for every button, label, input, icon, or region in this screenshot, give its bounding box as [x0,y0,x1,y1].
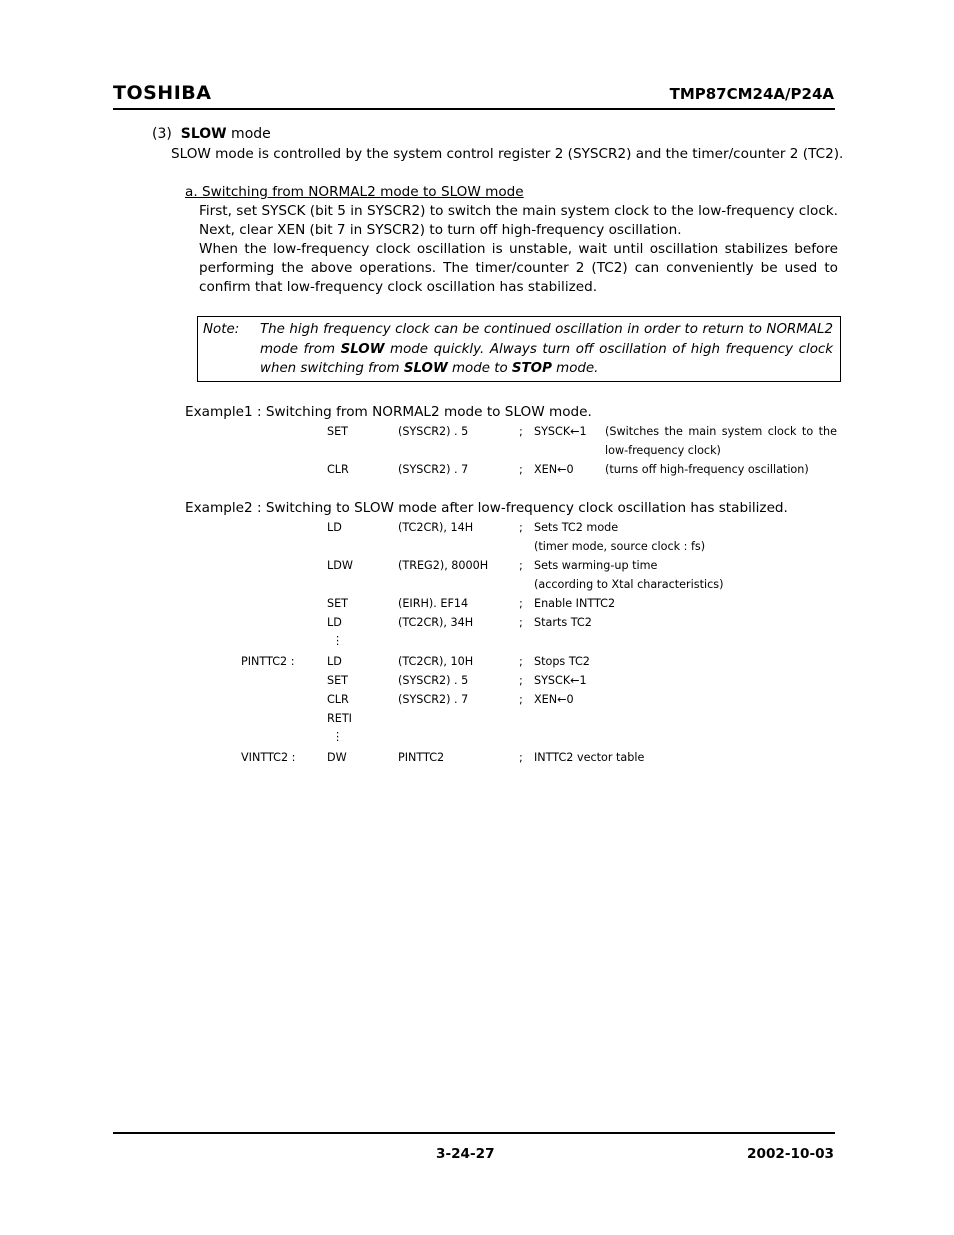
note-text: mode quickly. Always turn off oscillation of high frequency clock [384,342,833,357]
ex1-desc: low-frequency clock) [605,444,721,457]
note-line-2 [260,342,833,357]
subsection-line-3: When the low-frequency clock oscillation is unstable, wait until oscillation stabilizes before [199,241,838,257]
ex2-op: LD [327,655,342,668]
ex1-arg: (SYSCR2) . 5 [398,425,469,438]
subsection-line-2: Next, clear XEN (bit 7 in SYSCR2) to turn off high-frequency oscillation. [199,222,682,238]
ex2-semi: ; [519,616,523,629]
ex1-arg: (SYSCR2) . 7 [398,463,469,476]
section-title-rest: mode [226,126,271,142]
ex1-semi: ; [519,425,523,438]
ex2-op: LD [327,616,342,629]
note-label: Note: [203,322,240,337]
ex1-op: CLR [327,463,349,476]
document-date: 2002-10-03 [747,1146,834,1162]
ex2-semi: ; [519,521,523,534]
subsection-line-5: confirm that low-frequency clock oscillation has stabilized. [199,279,598,295]
page-number: 3-24-27 [436,1146,495,1162]
ex2-semi: ; [519,597,523,610]
ex2-op: RETI [327,712,352,725]
ex2-op: DW [327,751,347,764]
ex2-arg: PINTTC2 [398,751,445,764]
note-bold: STOP [511,361,552,376]
ex2-arg: (EIRH). EF14 [398,597,469,610]
ex1-semi: ; [519,463,523,476]
brand-logo: TOSHIBA [113,82,212,104]
ex1-cmt: SYSCK←1 [534,425,587,438]
ex2-op: SET [327,674,349,687]
ex2-op: LD [327,521,342,534]
note-text: mode to [447,361,512,376]
ex2-cmt: (timer mode, source clock : fs) [534,540,706,553]
ex1-op: SET [327,425,349,438]
ex2-semi: ; [519,693,523,706]
note-line-3 [260,361,598,376]
ex2-arg: (TREG2), 8000H [398,559,489,572]
ex2-op: LDW [327,559,353,572]
note-line-1: The high frequency clock can be continued oscillation in order to return to NORMAL2 [260,322,833,337]
ex2-op: CLR [327,693,349,706]
header-rule [113,108,835,110]
ex2-cmt: XEN←0 [534,693,574,706]
section-intro: SLOW mode is controlled by the system control register 2 (SYSCR2) and the timer/counter 2 (TC2). [171,146,844,162]
ex2-arg: (SYSCR2) . 5 [398,674,469,687]
subsection-title: a. Switching from NORMAL2 mode to SLOW mode [185,184,524,200]
ex2-ellipsis: ⋮ [332,730,344,743]
example2-title: Example2 : Switching to SLOW mode after low-frequency clock oscillation has stabilized. [185,500,788,516]
section-title-bold: SLOW [180,126,227,142]
ex2-label: PINTTC2 : [241,655,295,668]
ex2-semi: ; [519,559,523,572]
footer-rule [113,1132,835,1134]
ex2-arg: (TC2CR), 14H [398,521,474,534]
ex1-desc: (turns off high-frequency oscillation) [605,463,809,476]
ex2-op: SET [327,597,349,610]
note-bold: SLOW [403,361,448,376]
ex2-label: VINTTC2 : [241,751,296,764]
subsection-line-1: First, set SYSCK (bit 5 in SYSCR2) to switch the main system clock to the low-frequency clock. [199,203,838,219]
example1-title: Example1 : Switching from NORMAL2 mode to SLOW mode. [185,404,592,420]
note-bold: SLOW [340,342,385,357]
ex2-semi: ; [519,674,523,687]
ex1-cmt: XEN←0 [534,463,574,476]
section-heading [152,126,271,142]
ex2-arg: (TC2CR), 10H [398,655,474,668]
part-number: TMP87CM24A/P24A [669,85,834,103]
section-number: (3) [152,126,172,142]
ex2-ellipsis: ⋮ [332,634,344,647]
ex2-arg: (TC2CR), 34H [398,616,474,629]
ex2-cmt: (according to Xtal characteristics) [534,578,724,591]
ex2-cmt: Stops TC2 [534,655,590,668]
ex2-cmt: INTTC2 vector table [534,751,645,764]
ex2-cmt: Sets warming-up time [534,559,658,572]
ex2-semi: ; [519,655,523,668]
note-text: mode. [551,361,599,376]
ex2-cmt: Enable INTTC2 [534,597,616,610]
note-text: when switching from [260,361,404,376]
ex2-semi: ; [519,751,523,764]
ex2-arg: (SYSCR2) . 7 [398,693,469,706]
note-text: mode from [260,342,341,357]
ex2-cmt: Sets TC2 mode [534,521,619,534]
ex2-cmt: Starts TC2 [534,616,592,629]
subsection-line-4: performing the above operations. The timer/counter 2 (TC2) can conveniently be used to [199,260,838,276]
ex2-cmt: SYSCK←1 [534,674,587,687]
ex1-desc: (Switches the main system clock to the [605,425,837,438]
